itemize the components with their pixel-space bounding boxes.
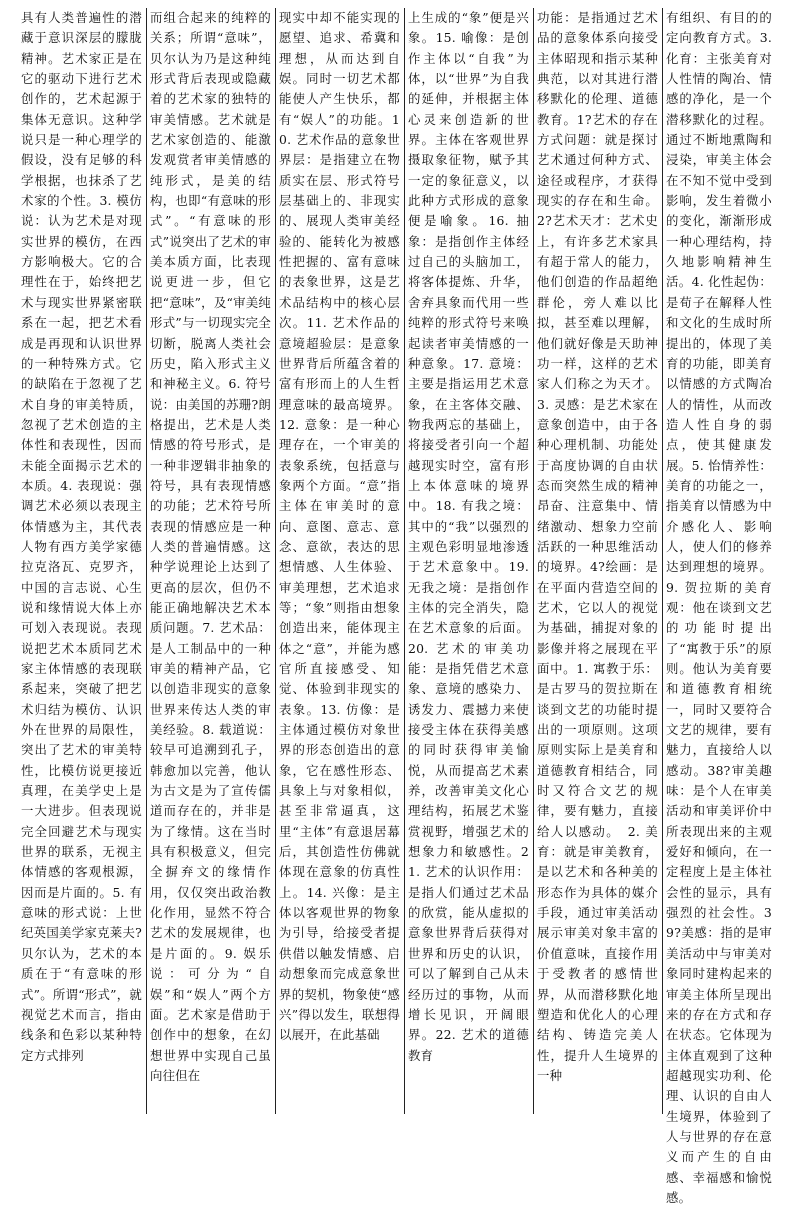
text-column-4: [405, 8, 532, 1114]
column-2-text: 而组合起来的纯粹的关系；所谓“意味”，贝尔认为乃是这种纯形式背后表现或隐藏着的艺术家的独特的审美情感。艺术就是艺术家创造的、能激发观赏者审美情感的纯形式，是美的结构，也即“有意味的形式”。“有意味的形式”说突出了艺术的审美本质方面，比表现说更进一步，但它把“意味”，及“审美纯形式”与一切现实完全切断，脱离人类社会历史，陷入形式主义和神秘主义。6. 符号说：由美国的苏珊?朗格提出，艺术是人类情感的符号形式，是一种非逻辑非抽象的符号，具有表现情感的功能；艺术符号所表现的情感应是一种人类的普遍情感。这种学说理论上达到了更高的层次，但仍不能正确地解决艺术本质问题。7. 艺术品：是人工制品中的一种审美的精神产品，它以创造非现实的意象世界来传达人类的审美经验。8. 载道说：较早可追溯到孔子，韩愈加以完善，他认为古文是为了宣传儒道而存在的，并非是为了缘情。这在当时具有积极意义，但完全摒弃文的缘情作用，仅仅突出政治教化作用，显然不符合艺术的发展规律，也是片面的。9. 娱乐说：可分为“自娱”和“娱人”两个方面。艺术家是借助于创作中的想象，在幻想世界中实现自己虽向往但在: [150, 10, 271, 1083]
text-column-3: [276, 8, 403, 1114]
text-column-1: [18, 8, 145, 1114]
column-6-text: 有组织、有目的的定向教育方式。3. 化育：主张美育对人性情的陶冶、情感的净化，是一个潜移默化的过程。通过不断地熏陶和浸染，审美主体会在不知不觉中受到影响，发生着微小的变化，渐渐形成一种心理结构，持久地影响精神生活。4. 化性起伪：是荀子在解释人性和文化的生成时所提出的，体现了美育的功能，即美育以情感的方式陶冶人的情性，从而改造人性自身的弱点，使其健康发展。5. 怡情养性：美育的功能之一，指美育以情感为中介感化人、影响人，使人们的修养达到理想的境界。9. 贺拉斯的美育观：他在谈到文艺的功能时提出了“寓教于乐”的原则。他认为美育要和道德教育相统一，同时又要符合文艺的规律，要有魅力，直接给人以感动。38?审美趣味：是个人在审美活动和审美评价中所表现出来的主观爱好和倾向，在一定程度上是主体社会性的显示，具有强烈的社会性。39?美感：指的是审美活动中与审美对象同时建构起来的审美主体所呈现出来的存在方式和存在状态。它体现为主体直观到了这种超越现实功利、伦理、认识的自由人生境界，体验到了人与世界的存在意义而产生的自由感、幸福感和愉悦感。: [666, 10, 772, 1205]
text-column-5: [534, 8, 661, 1114]
column-4-text: 上生成的“象”便是兴象。15. 喻像：是创作主体以“自我”为体，以“世界”为自我的延伸，并根据主体心灵来创造新的世界。主体在客观世界摄取象征物，赋予其一定的象征意义，以此种方式形成的意象便是喻象。16. 抽象：是指创作主体经过自己的头脑加工，将客体提炼、升华，舍弃具象而代用一些纯粹的形式符号来唤起读者审美情感的一种意象。17. 意境：主要是指运用艺术意象，在主客体交融、物我两忘的基础上，将接受者引向一个超越现实时空，富有形上本体意味的境界中。18. 有我之境：其中的“我”以强烈的主观色彩明显地渗透于艺术意象中。19. 无我之境：是指创作主体的完全消失，隐在艺术意象的后面。20. 艺术的审美功能：是指凭借艺术意象、意境的感染力、诱发力、震撼力来使接受主体在获得美感的同时获得审美愉悦，从而提高艺术素养，改善审美文化心理结构，拓展艺术鉴赏视野，增强艺术的想象力和敏感性。21. 艺术的认识作用：是指人们通过艺术品的欣赏，能从虚拟的意象世界背后获得对世界和历史的认识，可以了解到自己从未经历过的事物，从而增长见识，开阔眼界。22. 艺术的道德教育: [408, 10, 529, 1063]
text-column-6: [663, 8, 775, 1205]
column-1-text: 具有人类普遍性的潜藏于意识深层的朦胧精神。艺术家正是在它的驱动下进行艺术创作的，艺术起源于集体无意识。这种学说只是一种心理学的假设，没有足够的科学根据，也抹杀了艺术家的个性。3. 模仿说：认为艺术是对现实世界的模仿，在西方影响极大。它的合理性在于，始终把艺术与现实世界紧密联系在一起，把艺术看成是再现和认识世界的一种特殊方式。它的缺陷在于忽视了艺术自身的审美特质，忽视了艺术创造的主体性和表现性，因而未能全面揭示艺术的本质。4. 表现说：强调艺术必须以表现主体情感为主，其代表人物有西方美学家德拉克洛瓦、克罗齐，中国的言志说、心生说和缘情说大体上亦可划入表现说。表现说把艺术本质同艺术家主体情感的表现联系起来，突破了把艺术归结为模仿、认识外在世界的局限性，突出了艺术的审美特性，比模仿说更接近真理，在美学史上是一大进步。但表现说完全回避艺术与现实世界的联系，无视主体情感的客观根源，因而是片面的。5. 有意味的形式说：上世纪英国美学家克莱夫?贝尔认为，艺术的本质在于“有意味的形式”。所谓“形式”，就视觉艺术而言，指由线条和色彩以某种特定方式排列: [21, 10, 142, 1063]
document-page: [18, 8, 775, 1205]
text-column-2: [147, 8, 274, 1114]
column-5-text: 功能：是指通过艺术品的意象体系向接受主体昭现和指示某种典范，以对其进行潜移默化的伦理、道德教育。1?艺术的存在方式问题：就是探讨艺术通过何种方式、途径或程序，才获得现实的存在和生命。2?艺术天才：艺术史上，有许多艺术家具有超于常人的能力，他们创造的作品超绝群伦，旁人难以比拟，甚至难以理解，他们就好像是天助神功一样，这样的艺术家人们称之为天才。3. 灵感：是艺术家在意象创造中，由于各种心理机制、功能处于高度协调的自由状态而突然生成的精神昂奋、注意集中、情绪激动、想象力空前活跃的一种思维活动的境界。4?绘画：是在平面内营造空间的艺术，它以人的视觉为基础，捕捉对象的影像并将之展现在平面中。1. 寓教于乐：是古罗马的贺拉斯在谈到文艺的功能时提出的一项原则。这项原则实际上是美育和道德教育相结合，同时又符合文艺的规律，要有魅力，直接给人以感动。 2. 美育：就是审美教育，是以艺术和各种美的形态作为具体的媒介手段，通过审美活动展示审美对象丰富的价值意味，直接作用于受教者的感情世界，从而潜移默化地塑造和优化人的心理结构、铸造完美人性，提升人生境界的一种: [537, 10, 658, 1083]
column-3-text: 现实中却不能实现的愿望、追求、希冀和理想，从而达到自娱。同时一切艺术都能使人产生快乐，都有“娱人”的功能。10. 艺术作品的意象世界层：是指建立在物质实在层、形式符号层基础上的、非现实的、展现人类审美经验的、能转化为被感性把握的、富有意味的表象世界，这是艺术品结构中的核心层次。11. 艺术作品的意境超验层：是意象世界背后所蕴含着的富有形而上的人生哲理意味的最高境界。12. 意象：是一种心理存在，一个审美的表象系统，包括意与象两个方面。“意”指主体在审美时的意向、意图、意志、意念、意欲，表达的思想情感、人生体验、审美理想，艺术追求等；“象”则指由想象创造出来，能体现主体之“意”，并能为感官所直接感受、知觉、体验到非现实的表象。13. 仿像：是主体通过模仿对象世界的形态创造出的意象，它在感性形态、具象上与对象相似，甚至非常逼真，这里“主体”有意退居幕后，其创造性仿佛就体现在意象的仿真性上。14. 兴像：是主体以客观世界的物象为引导，给接受者提供借以触发情感、启动想象而完成意象世界的契机，物象使“感兴”得以发生，联想得以展开，在此基础: [279, 10, 400, 1043]
